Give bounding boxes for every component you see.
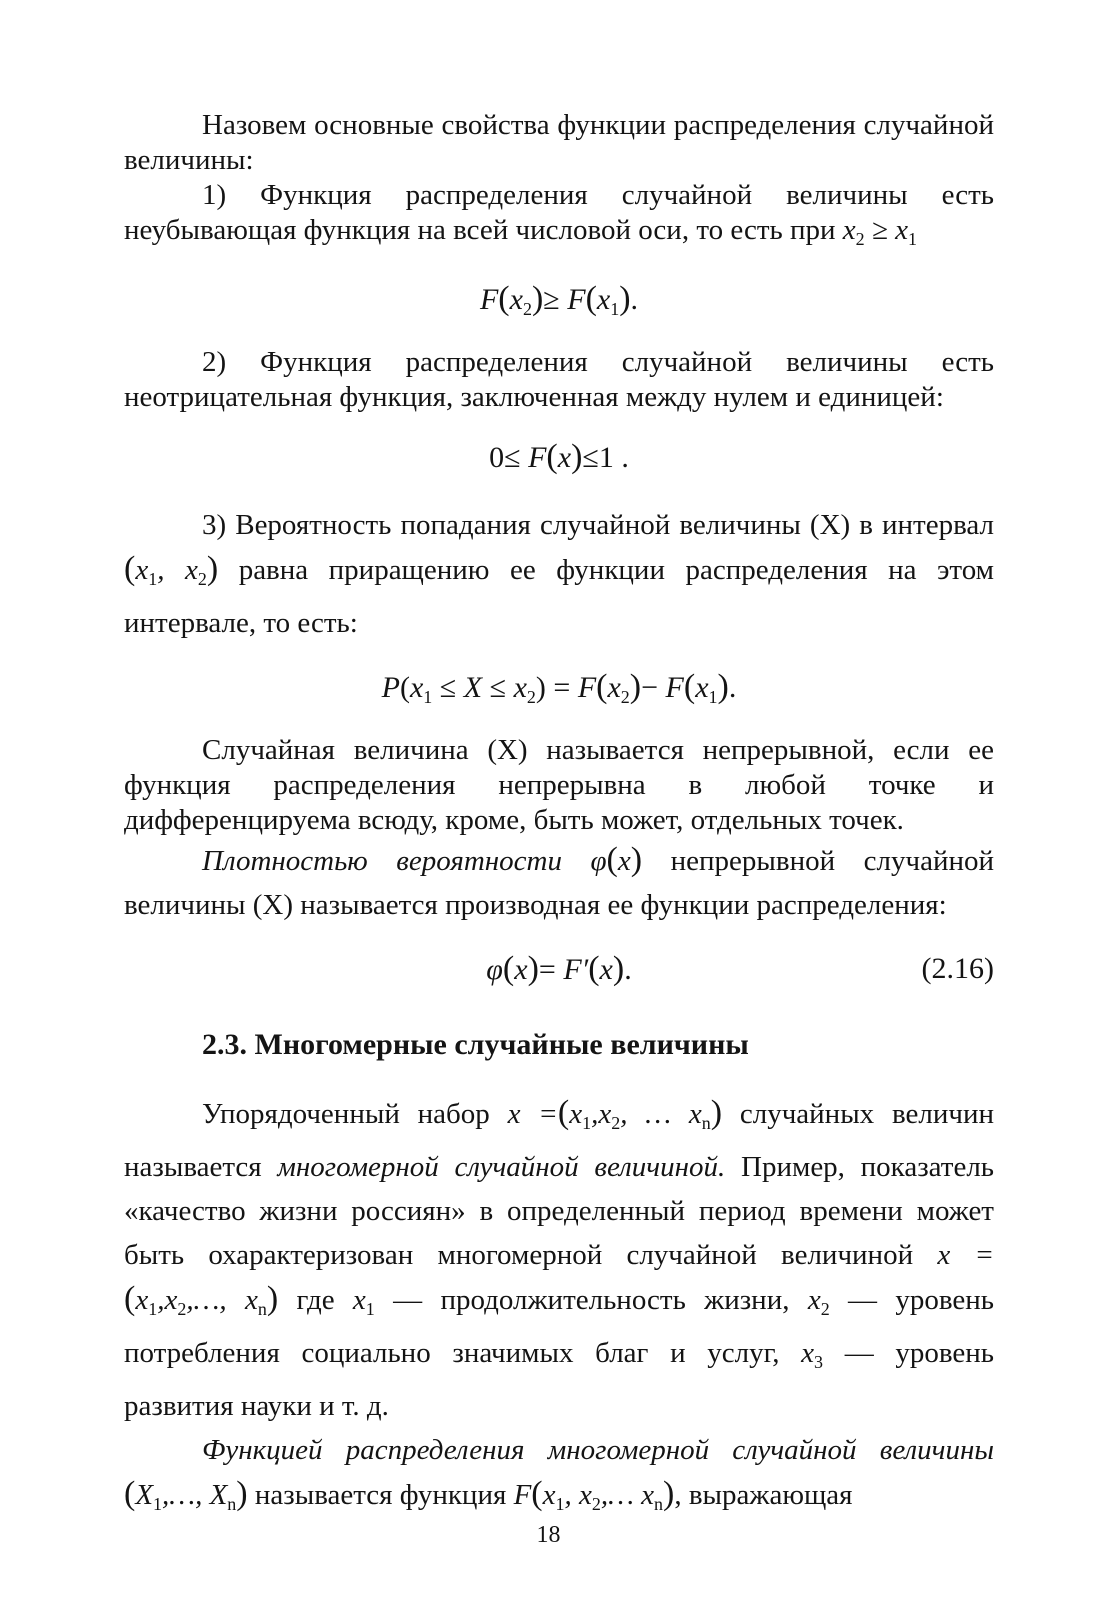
term-multi-distribution: Функцией распределения многомерной случайной величины [202, 1434, 994, 1466]
density-text: непрерывной случайной величины (X) называется производная ее функции распределения: [124, 845, 994, 921]
paragraph-density-definition [124, 838, 994, 927]
formula-density: φ(x)= F′(x). (2.16) [124, 941, 994, 997]
inline-math-vector-x-example: $x =(x_1,x_2,\dots$, $x_n$) [124, 1239, 995, 1319]
property-3-text-a: 3) Вероятность попадания случайной величины (X) в интервал [202, 509, 994, 541]
inline-math-phi-x: φ(x) [590, 841, 643, 878]
inline-math-vector-x: $x =(x_1,x_2$, … $x_n$) [507, 1094, 723, 1133]
inline-math-x3: $x_3$ [801, 1337, 824, 1372]
paragraph-multidimensional [124, 1091, 994, 1428]
formula-monotonic: $F(x_2)\ge F(x_1)$. [479, 280, 639, 319]
multi-text-g: — уровень развития науки и т. д. [124, 1337, 995, 1422]
term-multidimensional: многомерной случайной величиной. [277, 1151, 726, 1183]
paragraph-properties-intro: Назовем основные свойства функции распределения случайной величины: [124, 109, 994, 176]
inline-math-x2-ge-x1: $x_2 \ge x_1$ [842, 214, 917, 249]
inline-math-interval: ($x_1$, $x_2$) [124, 550, 219, 589]
multi-text-f: — уровень потребления социально значимых благ и услуг, [124, 1284, 995, 1369]
formula-bounds: 0≤ F(x)≤1 . [489, 438, 629, 475]
paragraph-property-3 [124, 503, 994, 645]
paragraph-property-2: 2) Функция распределения случайной величины есть неотрицательная функция, заключенная между нулем и единицей: [124, 346, 994, 413]
section-heading: 2.3. Многомерные случайные величины [202, 1028, 749, 1061]
formula-interval-probability: $P(x_1 \le X \le x_2) = F(x_2)- F(x_1)$. [381, 668, 737, 707]
multi-text-e: — продолжительность жизни, [393, 1284, 790, 1316]
multi-text-a: Упорядоченный набор [202, 1098, 490, 1130]
multi-text-b: случайных величин называется [124, 1098, 994, 1183]
inline-math-x2: $x_2$ [807, 1284, 830, 1319]
inline-math-random-vector: ($X_1,\dots$, $X_n$) [124, 1475, 248, 1514]
paragraph-continuous-definition: Случайная величина (X) называется непрерывной, если ее функция распределения непрерывна в любой точке и дифференцируема всюду, кроме, быть может, отдельных точек. [124, 734, 994, 836]
inline-math-F-vector: $F(x_1$, $x_2,\dots$ $x_n$) [513, 1475, 675, 1514]
multi-dist-text-a: называется функция [254, 1479, 507, 1511]
paragraph-property-1 [124, 178, 994, 257]
multi-text-d: где [296, 1284, 335, 1316]
page-content [124, 108, 994, 1526]
inline-math-x1: $x_1$ [352, 1284, 375, 1319]
equation-number: (2.16) [921, 952, 994, 985]
multi-text-c: Пример, показатель «качество жизни россиян» в определенный период времени может быть охарактеризован многомерной случайной величиной [124, 1151, 995, 1271]
term-density: Плотностью вероятности [202, 845, 562, 877]
property-1-text: 1) Функция распределения случайной величины есть неубывающая функция на всей числовой оси, то есть при [124, 179, 994, 246]
paragraph-multi-distribution [124, 1428, 994, 1526]
page-number: 18 [536, 1522, 561, 1548]
property-3-text-b: равна приращению ее функции распределения на этом интервале, то есть: [124, 554, 995, 639]
multi-dist-text-b: , выражающая [674, 1479, 853, 1511]
